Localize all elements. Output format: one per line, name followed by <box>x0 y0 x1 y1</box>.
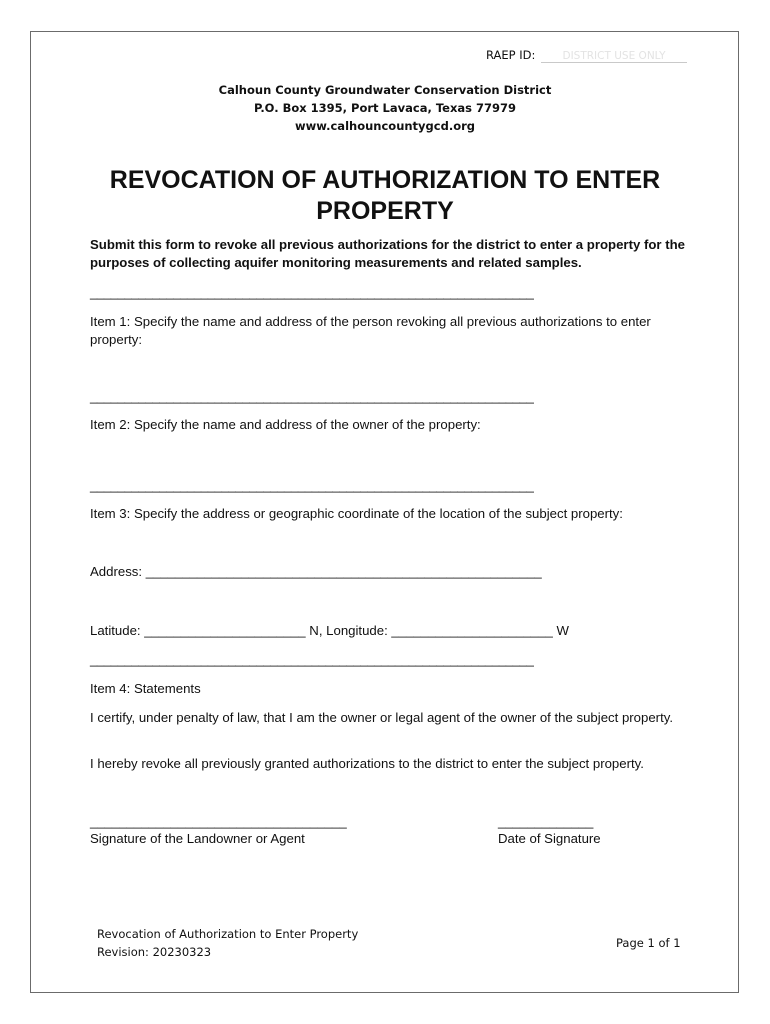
longitude-field[interactable]: ______________________ <box>391 623 553 638</box>
address-label: Address: <box>90 564 143 579</box>
item3-text: Item 3: Specify the address or geographic coordinate of the location of the subject property: <box>90 506 623 521</box>
page-title <box>0 165 770 227</box>
latitude-label: Latitude: <box>90 623 141 638</box>
signature-label: Signature of the Landowner or Agent <box>90 831 305 846</box>
west-label: W <box>556 623 569 638</box>
item4-statement-certify: I certify, under penalty of law, that I am the owner or legal agent of the owner of the subject property. <box>90 710 674 725</box>
district-name: Calhoun County Groundwater Conservation District <box>218 83 552 97</box>
footer-page-number: Page 1 of 1 <box>616 936 681 950</box>
address-row <box>90 563 542 581</box>
item1-text: Item 1: Specify the name and address of the person revoking all previous authorizations to enter property: <box>90 314 651 347</box>
footer-doc-name: Revocation of Authorization to Enter Property <box>97 927 359 941</box>
latitude-field[interactable]: ______________________ <box>144 623 306 638</box>
item4-statement-revoke: I hereby revoke all previously granted authorizations to the district to enter the subject property. <box>90 756 644 771</box>
coordinates-row <box>90 622 569 640</box>
intro-text: Submit this form to revoke all previous authorizations for the district to enter a property for the purposes of collecting aquifer monitoring measurements and related samples. <box>90 237 685 270</box>
separator-line: ________________________________________________________________ <box>90 285 534 300</box>
district-address: P.O. Box 1395, Port Lavaca, Texas 77979 <box>254 101 516 115</box>
district-website[interactable]: www.calhouncountygcd.org <box>294 119 476 133</box>
date-field[interactable]: _____________ <box>498 814 594 829</box>
separator-line: ________________________________________________________________ <box>90 652 534 667</box>
raep-id-field[interactable]: DISTRICT USE ONLY <box>541 50 687 63</box>
item1-answer-line[interactable]: ________________________________________________________________ <box>90 389 534 404</box>
longitude-label: N, Longitude: <box>309 623 388 638</box>
signature-field[interactable]: ___________________________________ <box>90 814 347 829</box>
item4-heading: Item 4: Statements <box>90 681 201 696</box>
page-title-line1: REVOCATION OF AUTHORIZATION TO ENTER <box>109 166 661 194</box>
footer-revision: Revision: 20230323 <box>97 945 212 959</box>
item2-text: Item 2: Specify the name and address of the owner of the property: <box>90 417 481 432</box>
date-label: Date of Signature <box>498 831 601 846</box>
address-field[interactable]: ______________________________________________________ <box>145 564 542 579</box>
item2-answer-line[interactable]: ________________________________________________________________ <box>90 478 534 493</box>
raep-id <box>486 48 687 63</box>
page-title-line2: PROPERTY <box>316 197 454 225</box>
raep-id-label: RAEP ID: <box>486 48 536 62</box>
